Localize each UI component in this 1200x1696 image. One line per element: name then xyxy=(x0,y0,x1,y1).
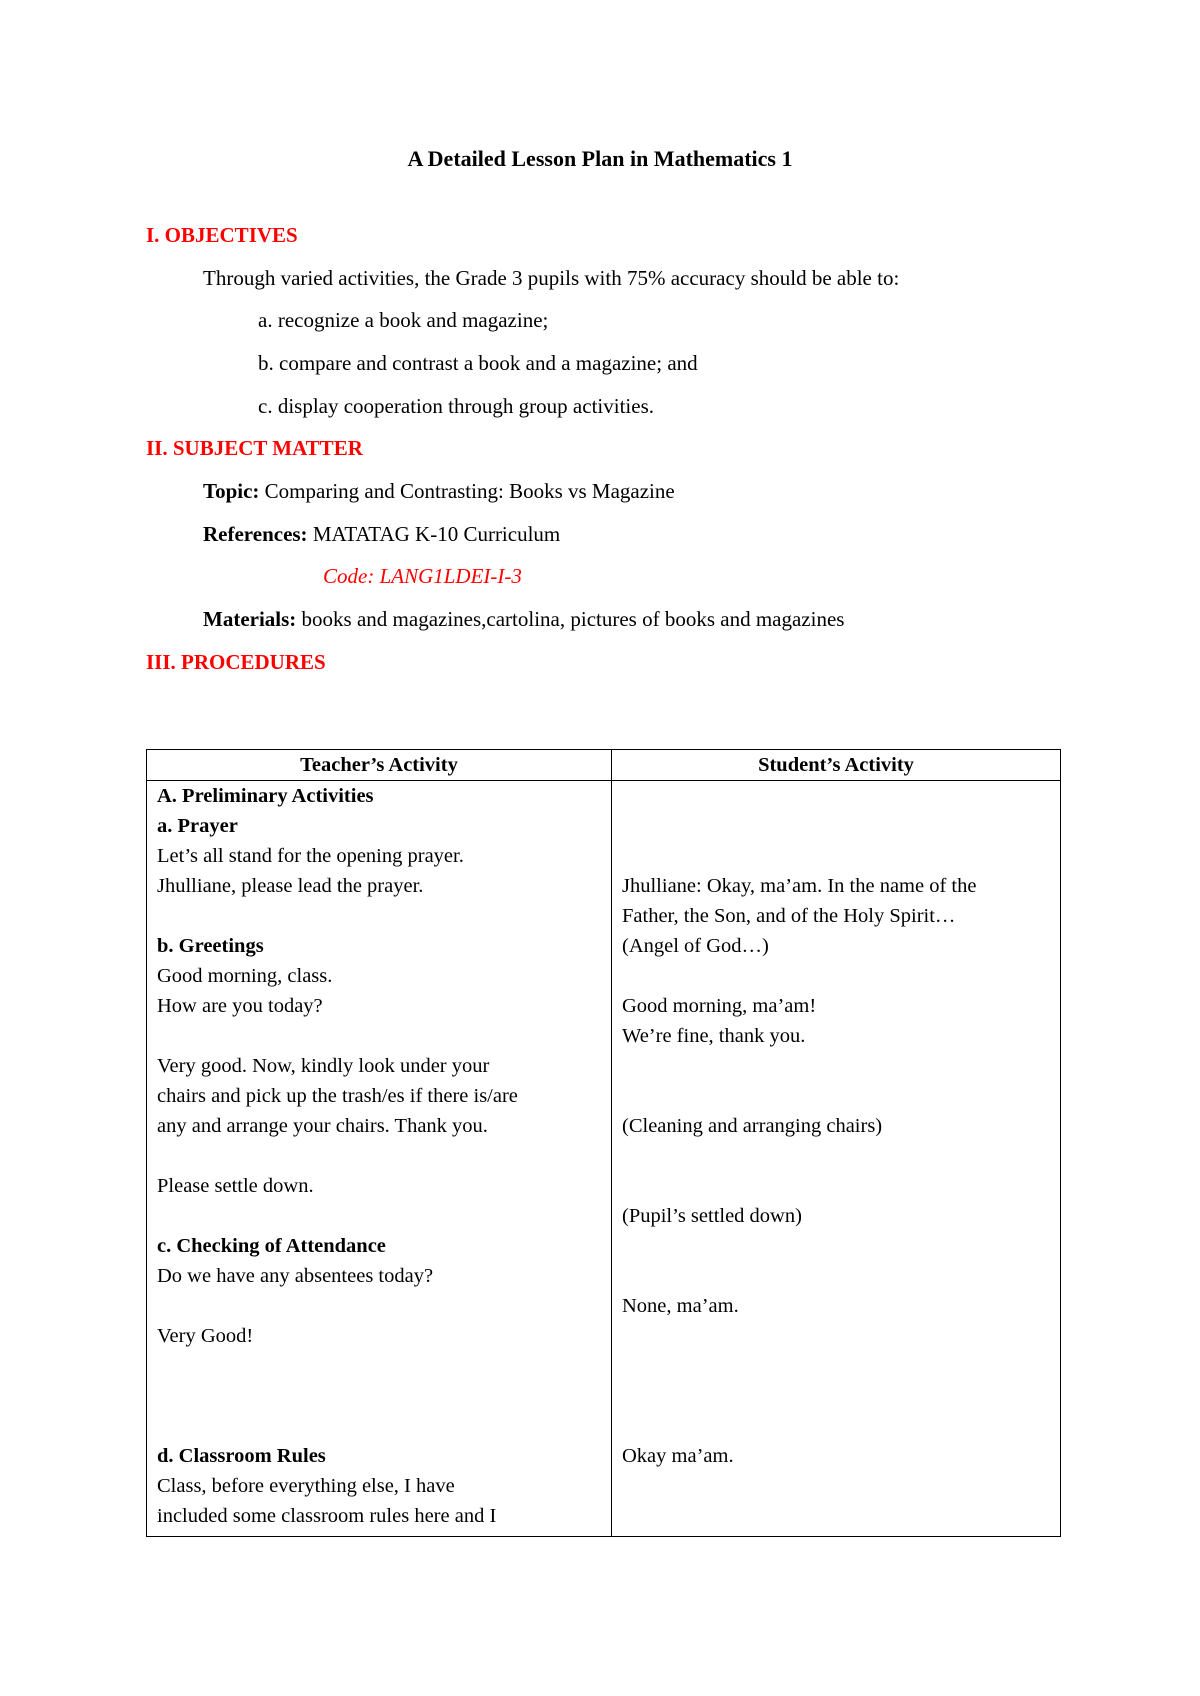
teacher-activity-line: b. Greetings xyxy=(157,935,264,957)
teacher-activity-line: Jhulliane, please lead the prayer. xyxy=(157,875,424,897)
student-activity-line xyxy=(622,1471,1050,1501)
teacher-activity-header: Teacher’s Activity xyxy=(147,750,612,781)
teacher-activity-line xyxy=(157,1381,601,1411)
student-activity-line: Jhulliane: Okay, ma’am. In the name of the xyxy=(622,875,977,897)
teacher-activity-line: Class, before everything else, I have xyxy=(157,1475,455,1497)
student-activity-line: Good morning, ma’am! xyxy=(622,995,817,1017)
teacher-activity-line: Do we have any absentees today? xyxy=(157,1265,434,1287)
teacher-activity-line xyxy=(157,901,601,931)
student-activity-line xyxy=(622,1081,1050,1111)
student-activity-line: We’re fine, thank you. xyxy=(622,1025,806,1047)
student-activity-line xyxy=(622,781,1050,811)
student-activity-line xyxy=(622,1051,1050,1081)
topic-line xyxy=(203,477,675,505)
references-label: References: xyxy=(203,522,308,546)
student-activity-line xyxy=(622,1501,1050,1531)
teacher-activity-line: Very good. Now, kindly look under your xyxy=(157,1055,490,1077)
objectives-heading: I. OBJECTIVES xyxy=(146,223,298,247)
student-activity-cell xyxy=(612,781,1061,1537)
student-activity-line xyxy=(622,961,1050,991)
teacher-activity-line xyxy=(157,1291,601,1321)
teacher-activity-line xyxy=(157,1201,601,1231)
procedures-heading: III. PROCEDURES xyxy=(146,650,326,674)
student-activity-line xyxy=(622,1141,1050,1171)
topic-label: Topic: xyxy=(203,479,260,503)
teacher-activity-line: a. Prayer xyxy=(157,815,238,837)
student-activity-line xyxy=(622,1261,1050,1291)
teacher-activity-line: Very Good! xyxy=(157,1325,254,1347)
student-activity-line xyxy=(622,1381,1050,1411)
objectives-intro: Through varied activities, the Grade 3 pupils with 75% accuracy should be able to: xyxy=(203,266,900,290)
student-activity-line: (Cleaning and arranging chairs) xyxy=(622,1115,883,1137)
student-activity-line: (Pupil’s settled down) xyxy=(622,1205,802,1227)
student-activity-line xyxy=(622,841,1050,871)
student-activity-header: Student’s Activity xyxy=(612,750,1061,781)
student-activity-line: None, ma’am. xyxy=(622,1295,739,1317)
teacher-activity-line: Good morning, class. xyxy=(157,965,333,987)
topic-value: Comparing and Contrasting: Books vs Magazine xyxy=(264,479,675,503)
teacher-activity-line xyxy=(157,1021,601,1051)
teacher-activity-line: c. Checking of Attendance xyxy=(157,1235,386,1257)
teacher-activity-line: How are you today? xyxy=(157,995,323,1017)
objective-item-a: a. recognize a book and magazine; xyxy=(258,308,549,332)
teacher-activity-line: chairs and pick up the trash/es if there is/are xyxy=(157,1085,518,1107)
document-title: A Detailed Lesson Plan in Mathematics 1 xyxy=(407,146,793,171)
materials-label: Materials: xyxy=(203,607,297,631)
references-line xyxy=(203,520,560,548)
teacher-activity-cell xyxy=(147,781,612,1537)
student-activity-line: Father, the Son, and of the Holy Spirit… xyxy=(622,905,956,927)
curriculum-code: Code: LANG1LDEI-I-3 xyxy=(323,564,522,588)
teacher-activity-line: included some classroom rules here and I xyxy=(157,1505,497,1527)
objective-item-b: b. compare and contrast a book and a magazine; and xyxy=(258,351,698,375)
objective-item-c: c. display cooperation through group activities. xyxy=(258,394,654,418)
teacher-activity-line: any and arrange your chairs. Thank you. xyxy=(157,1115,488,1137)
teacher-activity-line xyxy=(157,1351,601,1381)
teacher-activity-line: Please settle down. xyxy=(157,1175,314,1197)
student-activity-line xyxy=(622,1321,1050,1351)
references-value: MATATAG K-10 Curriculum xyxy=(312,522,561,546)
student-activity-line: (Angel of God…) xyxy=(622,935,769,957)
teacher-activity-line xyxy=(157,1411,601,1441)
procedures-table xyxy=(146,749,1061,1537)
table-header-row xyxy=(147,750,1061,781)
teacher-activity-line xyxy=(157,1141,601,1171)
teacher-activity-line: A. Preliminary Activities xyxy=(157,785,374,807)
materials-value: books and magazines,cartolina, pictures of books and magazines xyxy=(301,607,845,631)
table-row xyxy=(147,781,1061,1537)
student-activity-line xyxy=(622,1411,1050,1441)
teacher-activity-line: d. Classroom Rules xyxy=(157,1445,326,1467)
student-activity-line xyxy=(622,1231,1050,1261)
student-activity-line xyxy=(622,811,1050,841)
teacher-activity-line: Let’s all stand for the opening prayer. xyxy=(157,845,464,867)
student-activity-line xyxy=(622,1171,1050,1201)
materials-line xyxy=(203,605,844,633)
student-activity-line: Okay ma’am. xyxy=(622,1445,734,1467)
subject-matter-heading: II. SUBJECT MATTER xyxy=(146,436,363,460)
student-activity-line xyxy=(622,1351,1050,1381)
